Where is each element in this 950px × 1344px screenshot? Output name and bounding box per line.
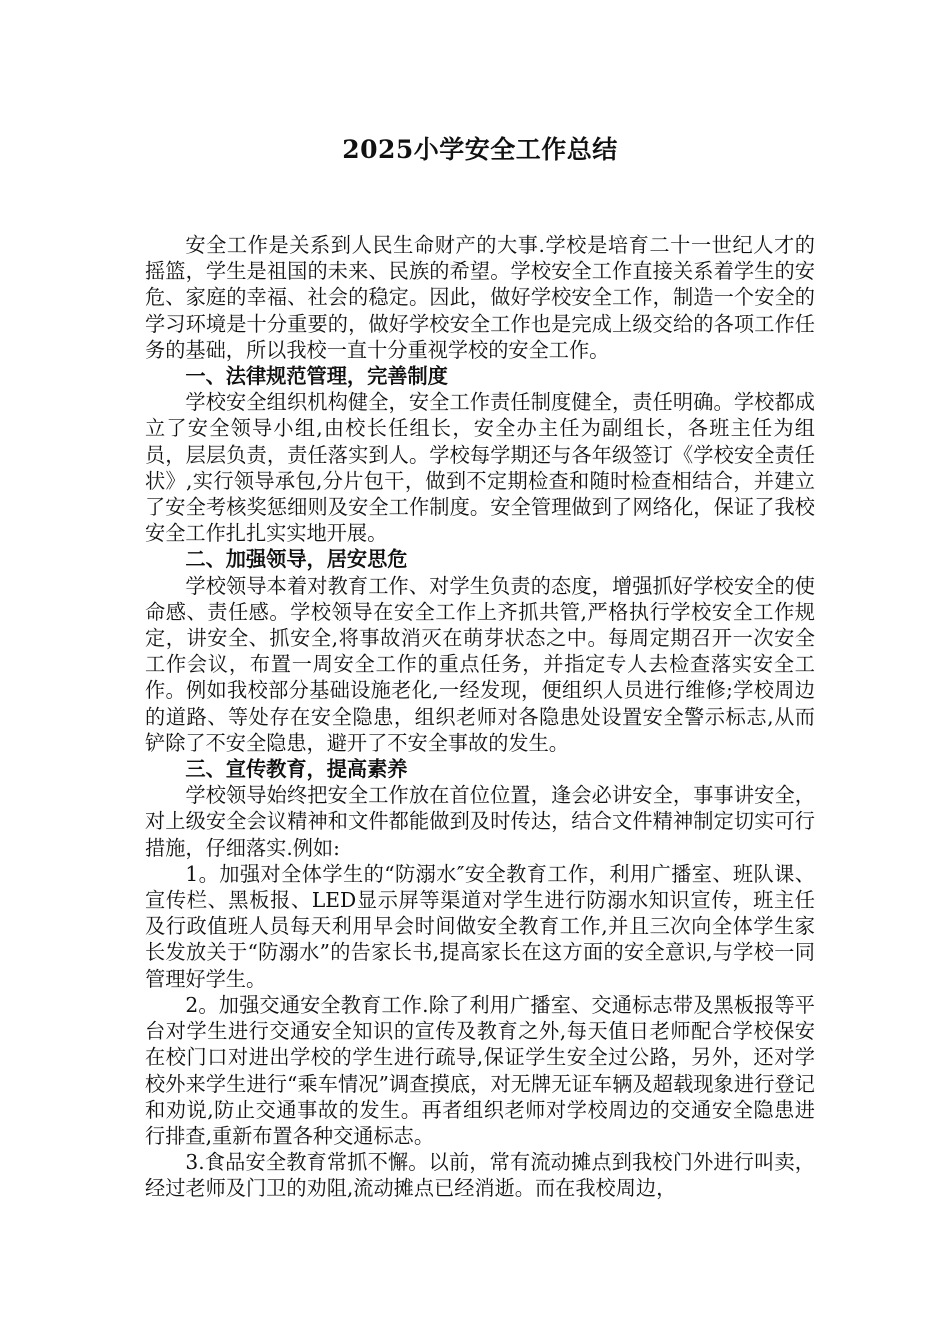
section-heading-2: 二、加强领导，居安思危 [185, 547, 408, 572]
document-page [145, 130, 815, 1202]
section-2-paragraph: 学校领导本着对教育工作、对学生负责的态度，增强抓好学校安全的使命感、责任感。学校领导在安全工作上齐抓共管,严格执行学校安全工作规定，讲安全、抓安全,将事故消灭在萌芽状态之中。每周定期召开一次安全工作会议，布置一周安全工作的重点任务，并指定专人去检查落实安全工作。例如我校部分基础设施老化,一经发现，便组织人员进行维修;学校周边的道路、等处存在安全隐患，组织老师对各隐患处设置安全警示标志,从而铲除了不安全隐患，避开了不安全事故的发生。 [145, 573, 815, 755]
intro-paragraph: 安全工作是关系到人民生命财产的大事.学校是培育二十一世纪人才的摇篮，学生是祖国的未来、民族的希望。学校安全工作直接关系着学生的安危、家庭的幸福、社会的稳定。因此，做好学校安全工作，制造一个安全的学习环境是十分重要的，做好学校安全工作也是完成上级交给的各项工作任务的基础，所以我校一直十分重视学校的安全工作。 [145, 233, 815, 362]
list-item-3: 3.食品安全教育常抓不懈。以前，常有流动摊点到我校门外进行叫卖，经过老师及门卫的劝阻,流动摊点已经消逝。而在我校周边， [145, 1150, 815, 1201]
list-item-2: 2。加强交通安全教育工作.除了利用广播室、交通标志带及黑板报等平台对学生进行交通安全知识的宣传及教育之外,每天值日老师配合学校保安在校门口对进出学校的学生进行疏导,保证学生安全过公路，另外，还对学校外来学生进行“乘车情况”调查摸底，对无牌无证车辆及超载现象进行登记和劝说,防止交通事故的发生。再者组织老师对学校周边的交通安全隐患进行排查,重新布置各种交通标志。 [145, 992, 815, 1148]
list-item-1: 1。加强对全体学生的“防溺水″安全教育工作，利用广播室、班队课、宣传栏、黑板报、LED显示屏等渠道对学生进行防溺水知识宣传，班主任及行政值班人员每天利用早会时间做安全教育工作,并且三次向全体学生家长发放关于“防溺水”的告家长书,提高家长在这方面的安全意识,与学校一同管理好学生。 [145, 861, 815, 991]
section-1-paragraph: 学校安全组织机构健全，安全工作责任制度健全，责任明确。学校都成立了安全领导小组,由校长任组长，安全办主任为副组长，各班主任为组员，层层负责，责任落实到人。学校每学期还与各年级签订《学校安全责任状》,实行领导承包,分片包干，做到不定期检查和随时检查相结合，并建立了安全考核奖惩细则及安全工作制度。安全管理做到了网络化，保证了我校安全工作扎扎实实地开展。 [145, 390, 815, 546]
section-heading-1: 一、法律规范管理，完善制度 [185, 364, 448, 389]
section-3-paragraph: 学校领导始终把安全工作放在首位位置，逢会必讲安全，事事讲安全，对上级安全会议精神和文件都能做到及时传达，结合文件精神制定切实可行措施，仔细落实.例如: [145, 783, 815, 860]
document-title: 2025小学安全工作总结 [342, 135, 618, 164]
section-heading-3: 三、宣传教育，提高素养 [185, 757, 408, 782]
document-body [145, 232, 815, 1202]
